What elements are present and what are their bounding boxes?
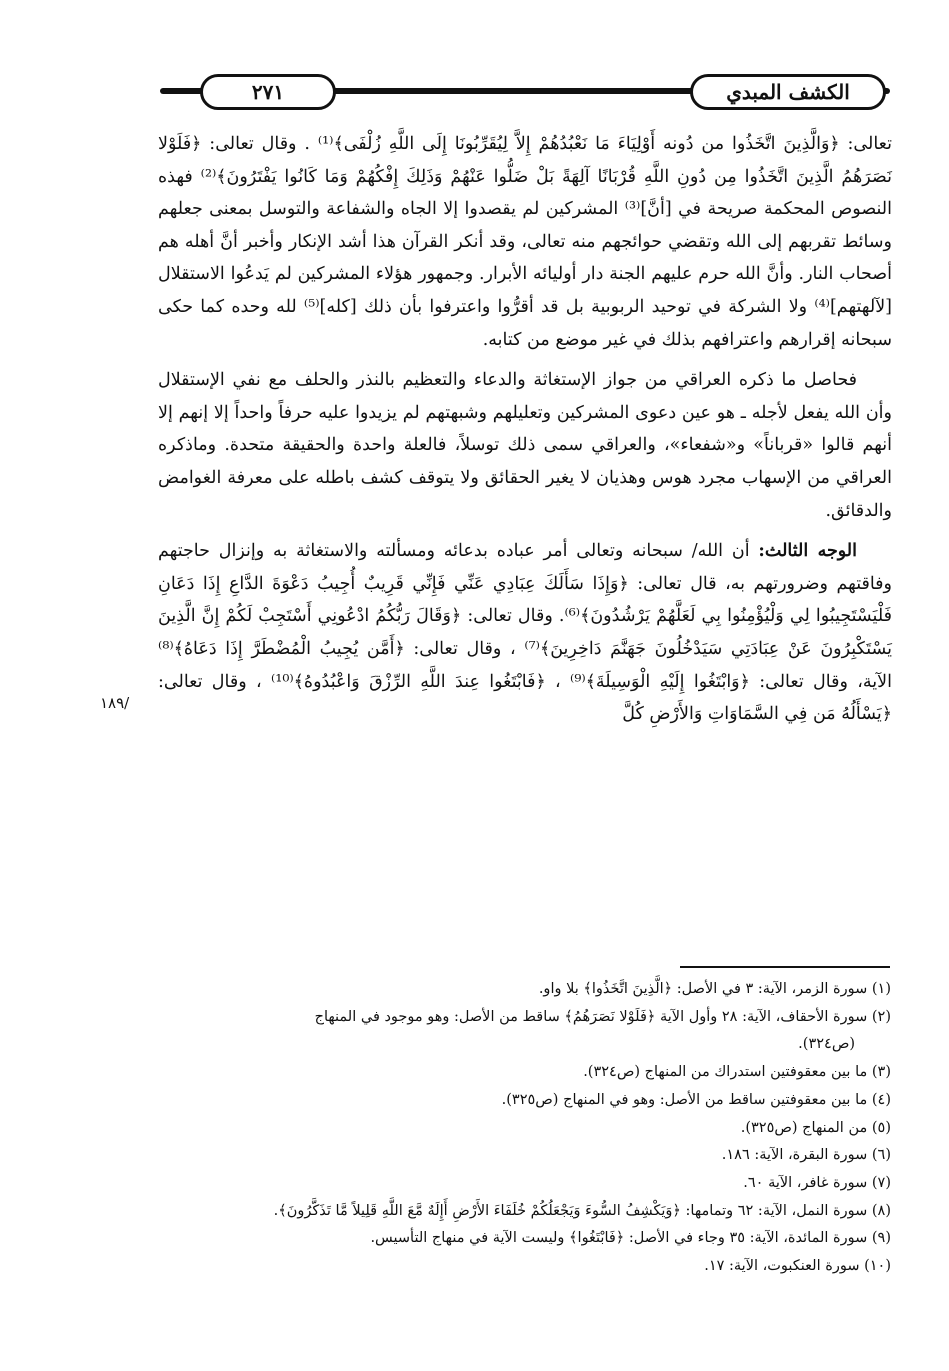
- book-title: الكشف المبدي: [690, 74, 886, 110]
- footnote-3: (٣) ما بين معقوفتين استدراك من المنهاج (ص٣٢٤).: [583, 1064, 891, 1081]
- footnote-8: (٨) سورة النمل، الآية: ٦٢ وتمامها: ﴿وَيَكْشِفُ السُّوءَ وَيَجْعَلُكُمْ خُلَفَاءَ الأَرْضِ أَإِلَهٌ مَّعَ اللَّهِ قَلِيلاً مَّا تَذَكَّرُونَ﴾.: [273, 1202, 891, 1219]
- footnote-5: (٥) من المنهاج (ص٣٢٥).: [740, 1119, 891, 1136]
- page-header: [160, 70, 890, 114]
- footnote-4: (٤) ما بين معقوفتين ساقط من الأصل: وهو في المنهاج (ص٣٢٥).: [501, 1091, 891, 1108]
- footnote-7: (٧) سورة غافر، الآية ٦٠.: [743, 1174, 891, 1191]
- footnote-1: (١) سورة الزمر، الآية: ٣ في الأصل: ﴿الَّذِينَ اتَّخَذُوا﴾ بلا واو.: [538, 981, 891, 997]
- main-text: [158, 128, 892, 731]
- page-number: ٢٧١: [200, 74, 336, 110]
- paragraph-3: [158, 535, 892, 731]
- paragraph-3-lead: الوجه الثالث:: [758, 541, 857, 562]
- footnote-separator: [680, 966, 890, 968]
- footnote-2-continued: (ص٣٢٤).: [798, 1036, 855, 1053]
- paragraph-1: تعالى: ﴿وَالَّذِينَ اتَّخَذُوا من دُونه أَوْلِيَاءَ مَا نَعْبُدُهُمْ إِلاَّ لِيُقَرِّبُونَا إِلَى اللَّهِ زُلْفَى﴾⁽¹⁾ . وقال تعالى: ﴿فَلَوْلا نَصَرَهُمُ الَّذِينَ اتَّخَذُوا مِن دُونِ اللَّهِ قُرْبَانًا آلِهَةً بَلْ ضَلُّوا عَنْهُمْ وَذَلِكَ إِفْكُهُمْ وَمَا كَانُوا يَفْتَرُونَ﴾⁽²⁾ فهذه النصوص المحكمة صريحة في [أنَّ]⁽³⁾ المشركين لم يقصدوا إلا الجاه والشفاعة والتوسل بمعنى جعلهم وسائط تقربهم إلى الله وتقضي حوائجهم منه تعالى، وقد أنكر القرآن هذا أشد الإنكار وأخبر أنَّ أهله هم أصحاب النار. وأنَّ الله حرم عليهم الجنة دار أوليائه الأبرار. وجمهور هؤلاء المشركين لم يَدعُوا الاستقلال [لآلهتهم]⁽⁴⁾ ولا الشركة في توحيد الربوبية بل قد أقرُّوا واعترفوا بأن ذلك [كله]⁽⁵⁾ لله وحده كما حكى سبحانه إقرارهم واعترافهم بذلك في غير موضع من كتابه.: [158, 134, 892, 350]
- footnotes: [155, 976, 891, 1281]
- footnote-9: (٩) سورة المائدة، الآية: ٣٥ وجاء في الأصل: ﴿فَابْتَغُوا﴾ وليست الآية في منهاج التأسيس.: [370, 1230, 891, 1247]
- paragraph-2: فحاصل ما ذكره العراقي من جواز الإستغاثة والدعاء والتعظيم بالنذر والحلف مع نفي الإستقلال وأن الله يفعل لأجله ـ هو عين دعوى المشركين وتعليلهم وشبهتهم لم يزيدوا عليه حرفاً واحداً إلا إنهم إلا أنهم قالوا «قرباناً» و«شفعاء»، والعراقي سمى ذلك توسلاً، فالعلة واحدة والحقيقة متحدة. وماذكره العراقي من الإسهاب مجرد هوس وهذيان لا يغير الحقائق ولا يتوقف كشف باطله على معرفة الغوامض والدقائق.: [158, 370, 892, 521]
- footnote-2: (٢) سورة الأحقاف، الآية: ٢٨ وأول الآية ﴿فَلَوْلا نَصَرَهُمُ﴾ ساقط من الأصل: وهو موجود في المنهاج: [314, 1008, 891, 1025]
- footnote-10: (١٠) سورة العنكبوت، الآية: ١٧.: [704, 1258, 891, 1275]
- footnote-6: (٦) سورة البقرة، الآية: ١٨٦.: [721, 1147, 891, 1164]
- margin-marker: /١٨٩: [100, 694, 130, 712]
- paragraph-3-text: أن الله/ سبحانه وتعالى أمر عباده بدعائه ومسألته والاستغاثة به وإنزال حاجتهم وفاقتهم وضرورتهم به، قال تعالى: ﴿وَإِذَا سَأَلَكَ عِبَادِي عَنِّي فَإِنِّي قَرِيبٌ أُجِيبُ دَعْوَةَ الدَّاعِ إِذَا دَعَانِ فَلْيَسْتَجِيبُوا لِي وَلْيُؤْمِنُوا بِي لَعَلَّهُمْ يَرْشُدُونَ﴾⁽⁶⁾. وقال تعالى: ﴿وَقَالَ رَبُّكُمُ ادْعُونِي أَسْتَجِبْ لَكُمْ إِنَّ الَّذِينَ يَسْتَكْبِرُونَ عَنْ عِبَادَتِي سَيَدْخُلُونَ جَهَنَّمَ دَاخِرِينَ﴾⁽⁷⁾ ، وقال تعالى: ﴿أَمَّن يُجِيبُ الْمُضْطَرَّ إِذَا دَعَاهُ﴾⁽⁸⁾ الآية، وقال تعالى: ﴿وَابْتَغُوا إِلَيْهِ الْوَسِيلَةَ﴾⁽⁹⁾ ، ﴿فَابْتَغُوا عِندَ اللَّهِ الرِّزْقَ وَاعْبُدُوهُ﴾⁽¹⁰⁾ ، وقال تعالى: ﴿يَسْأَلُهُ مَن فِي السَّمَاوَاتِ وَالأَرْضِ كُلَّ: [158, 541, 892, 725]
